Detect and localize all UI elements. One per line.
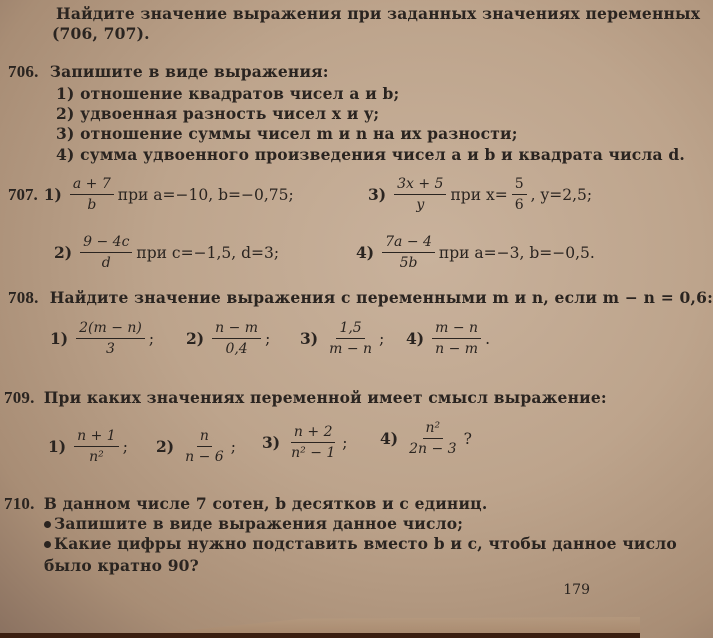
item-label: 1): [48, 437, 67, 456]
item-label: 4): [406, 329, 425, 348]
punctuation: ;: [122, 437, 128, 456]
bullet-icon: [44, 521, 51, 528]
problem-710-header: [4, 494, 487, 514]
problem-709-item-3: [262, 424, 348, 461]
fraction: $\frac{\text{n²}}{2n - 3}$: [409, 420, 457, 457]
fraction: $\frac{a + 7}{b}$: [70, 176, 114, 213]
item-label: 2): [156, 437, 175, 456]
problem-708-item-1: [50, 320, 154, 357]
fraction: $\frac{n + 1}{\text{n²}}$: [74, 428, 119, 465]
problem-number: 706.: [8, 62, 39, 81]
problem-709-item-1: [48, 428, 128, 465]
problem-709-item-4: [380, 420, 472, 457]
problem-709-header: [4, 388, 607, 408]
bullet-icon: [44, 541, 51, 548]
punctuation: ;: [342, 433, 348, 452]
problem-title: В данном числе 7 сотен, b десятков и c единиц.: [43, 494, 488, 513]
intro-line-2: (706, 707).: [52, 24, 150, 43]
problem-710-bullet-2: Какие цифры нужно подставить вместо b и c, чтобы данное число: [44, 534, 677, 553]
problem-710-bullet-1: Запишите в виде выражения данное число;: [44, 514, 463, 533]
fraction: $\frac{2(m - n)}{3}$: [76, 320, 145, 357]
condition: при x=: [450, 185, 508, 204]
problem-title: При каких значениях переменной имеет смысл выражение:: [43, 388, 607, 407]
page-fold-shadow: [160, 617, 640, 633]
item-label: 1): [43, 185, 62, 204]
problem-708-item-3: [300, 320, 384, 357]
fraction: $\frac{m - n}{n - m}$: [432, 320, 481, 357]
punctuation: ?: [463, 429, 472, 448]
fraction: $\frac{7a - 4}{5b}$: [382, 234, 435, 271]
problem-706-header: [8, 62, 329, 82]
problem-707-item-2: [54, 234, 279, 271]
fraction: $\frac{9 - 4c}{d}$: [80, 234, 132, 271]
problem-707-item-1: [8, 176, 294, 213]
condition: при a=−10, b=−0,75;: [117, 185, 294, 204]
item-label: 1): [50, 329, 69, 348]
condition: , y=2,5;: [530, 185, 593, 204]
fraction: $\frac{1,5}{m - n}$: [329, 320, 373, 357]
item-label: 2): [186, 329, 205, 348]
fraction: $\frac{n - m}{0,4}$: [212, 320, 261, 357]
problem-709-item-2: [156, 428, 236, 465]
table-edge: [0, 633, 640, 638]
fraction: $\frac{n}{n - 6}$: [185, 428, 224, 465]
punctuation: ;: [265, 329, 271, 348]
intro-line-1: Найдите значение выражения при заданных значениях переменных: [56, 4, 701, 23]
problem-708-item-2: [186, 320, 270, 357]
problem-706-item-1: 1) отношение квадратов чисел a и b;: [56, 84, 400, 103]
problem-707-item-4: [356, 234, 595, 271]
punctuation: ;: [230, 437, 236, 456]
item-label: 2): [54, 243, 73, 262]
problem-706-item-2: 2) удвоенная разность чисел x и y;: [56, 104, 380, 123]
condition: при a=−3, b=−0,5.: [438, 243, 595, 262]
punctuation: ;: [379, 329, 385, 348]
problem-708-header: [8, 288, 713, 308]
punctuation: ;: [148, 329, 155, 348]
problem-number: 707.: [8, 184, 38, 204]
fraction: $\frac{n + 2}{\text{n² − 1}}$: [291, 424, 336, 461]
problem-707-item-3: [368, 176, 592, 213]
problem-title: Найдите значение выражения с переменными m и n, если m − n = 0,6:: [49, 288, 713, 307]
item-label: 3): [300, 329, 319, 348]
fraction: $\frac{3x + 5}{y}$: [394, 176, 446, 213]
item-label: 4): [380, 429, 399, 448]
fraction: $\frac{5}{6}$: [512, 176, 527, 213]
item-label: 3): [368, 185, 387, 204]
punctuation: .: [485, 329, 490, 348]
problem-706-item-4: 4) сумма удвоенного произведения чисел a и b и квадрата числа d.: [56, 145, 686, 164]
problem-708-item-4: [406, 320, 490, 357]
condition: при c=−1,5, d=3;: [136, 243, 280, 262]
problem-number: 710.: [4, 494, 35, 513]
item-label: 3): [262, 433, 281, 452]
problem-706-item-3: 3) отношение суммы чисел m и n на их разности;: [56, 124, 518, 143]
problem-title: Запишите в виде выражения:: [49, 62, 329, 81]
problem-710-tail: было кратно 90?: [44, 556, 199, 575]
problem-number: 708.: [8, 288, 39, 307]
page-number: 179: [563, 582, 590, 598]
problem-number: 709.: [4, 388, 35, 407]
item-label: 4): [356, 243, 375, 262]
